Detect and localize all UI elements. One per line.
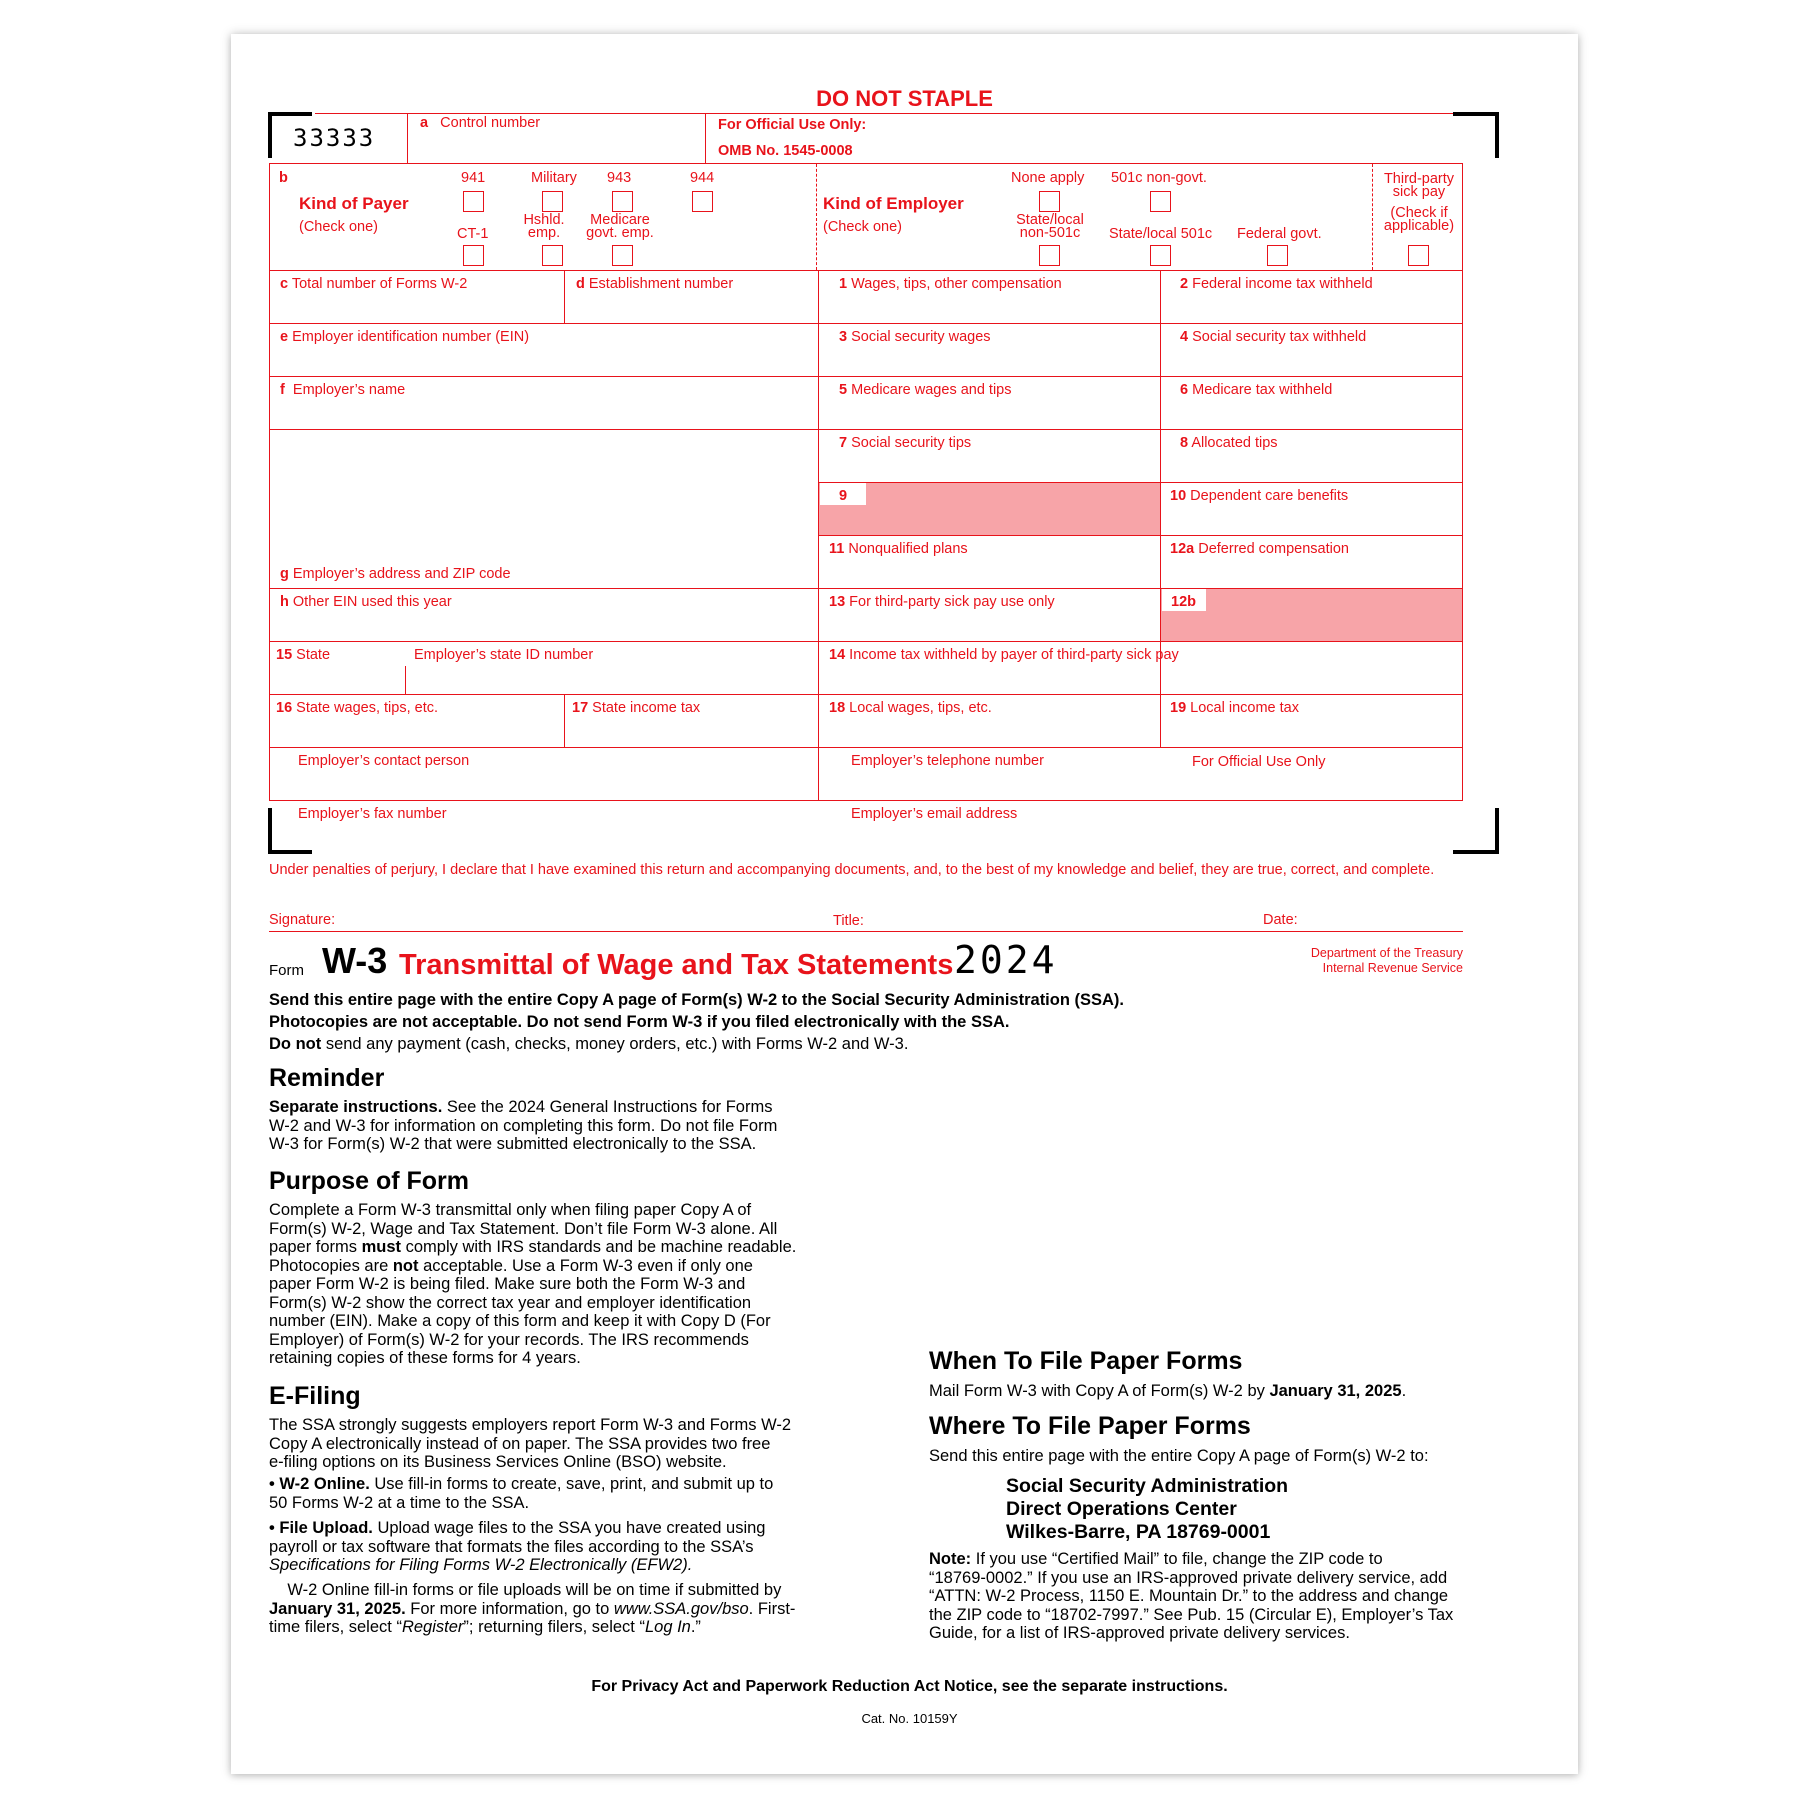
box-9-shade <box>819 483 1160 535</box>
employer-none-checkbox[interactable] <box>1039 191 1060 212</box>
kind-of-employer-title: Kind of Employer <box>823 194 964 213</box>
payer-941-checkbox[interactable] <box>463 191 484 212</box>
box-c-label: c Total number of Forms W-2 <box>280 276 468 292</box>
control-number-label: a Control number <box>420 115 541 131</box>
third-party-sick-pay-label: Third-party sick pay <box>1383 171 1455 200</box>
where-note: Note: If you use “Certified Mail” to file, change the ZIP code to “18769-0002.” If you use an IRS-approved private delivery service, add “ATTN: W-2 Process, 1150 E. Mountain Dr.” to the address and change the ZIP code to “18702-7997.” See Pub. 15 (Circular E), Employer’s Tax Guide, for a list of IRS-approved private delivery services. <box>929 1550 1454 1642</box>
corner-mark-br <box>1453 808 1499 854</box>
signature-label: Signature: <box>269 912 336 928</box>
fax-number-label: Employer’s fax number <box>298 806 447 822</box>
employer-state-local-checkbox[interactable] <box>1039 245 1060 266</box>
send-line-3: Do not send any payment (cash, checks, money orders, etc.) with Forms W-2 and W-3. <box>269 1035 909 1053</box>
box-12b-label: 12b <box>1171 594 1196 610</box>
payer-ct1-label: CT-1 <box>457 226 489 242</box>
box-d-label: d Establishment number <box>576 276 734 292</box>
date-label: Date: <box>1263 912 1298 928</box>
omb-number: OMB No. 1545-0008 <box>718 143 853 159</box>
box-15-state-id-label: Employer’s state ID number <box>414 647 594 663</box>
form-code: 33333 <box>293 124 376 152</box>
efiling-w2-online: • W-2 Online. Use fill-in forms to create, save, print, and submit up to 50 Forms W-2 at a time to the SSA. <box>269 1475 774 1512</box>
payer-letter: b <box>279 170 288 186</box>
box-14-label: 14 Income tax withheld by payer of third-party sick pay <box>829 647 1179 663</box>
employer-state-local-label: State/local non-501c <box>1016 212 1084 241</box>
when-text: Mail Form W-3 with Copy A of Form(s) W-2 by January 31, 2025. <box>929 1382 1407 1400</box>
box-11-label: 11 Nonqualified plans <box>829 541 968 557</box>
payer-medicare-label: Medicare govt. emp. <box>586 212 654 241</box>
box-7-label: 7 Social security tips <box>839 435 972 451</box>
send-line-2: Photocopies are not acceptable. Do not send Form W-3 if you filed electronically with the SSA. <box>269 1013 1010 1031</box>
box-1-label: 1 Wages, tips, other compensation <box>839 276 1062 292</box>
third-party-sick-pay-checkbox[interactable] <box>1408 245 1429 266</box>
privacy-notice: For Privacy Act and Paperwork Reduction Act Notice, see the separate instructions. <box>591 1678 1228 1695</box>
box-6-label: 6 Medicare tax withheld <box>1180 382 1333 398</box>
form-name: W-3 <box>322 940 388 981</box>
payer-944-checkbox[interactable] <box>692 191 713 212</box>
box-h-label: h Other EIN used this year <box>280 594 452 610</box>
efiling-deadline: W-2 Online fill-in forms or file uploads will be on time if submitted by January 31, 2025. For more information, go to www.SSA.gov/bso. First- time filers, select “Register”; returning filers, select “Log In.” <box>269 1581 796 1636</box>
payer-ct1-checkbox[interactable] <box>463 245 484 266</box>
corner-mark-tr <box>1453 112 1499 158</box>
employer-501c-checkbox[interactable] <box>1150 191 1171 212</box>
employer-state-local-501c-checkbox[interactable] <box>1150 245 1171 266</box>
form-word: Form <box>269 962 304 979</box>
box-3-label: 3 Social security wages <box>839 329 991 345</box>
kind-of-employer-subtitle: (Check one) <box>823 219 902 235</box>
box-g-label: g Employer’s address and ZIP code <box>280 566 511 582</box>
contact-person-label: Employer’s contact person <box>298 753 470 769</box>
box-f-label: f Employer’s name <box>280 382 406 398</box>
reminder-text: Separate instructions. See the 2024 General Instructions for Forms W-2 and W-3 for information on completing this form. Do not file Form W-3 for Form(s) W-2 that were submitted electronically to the SSA. <box>269 1098 778 1153</box>
where-text: Send this entire page with the entire Copy A page of Form(s) W-2 to: <box>929 1447 1429 1465</box>
box-17-label: 17 State income tax <box>572 700 701 716</box>
efiling-heading: E-Filing <box>269 1382 361 1410</box>
box-12b-shade <box>1161 589 1462 641</box>
email-label: Employer’s email address <box>851 806 1018 822</box>
employer-state-local-501c-label: State/local 501c <box>1109 226 1213 242</box>
employer-501c-label: 501c non-govt. <box>1111 170 1207 186</box>
telephone-label: Employer’s telephone number <box>851 753 1044 769</box>
box-5-label: 5 Medicare wages and tips <box>839 382 1012 398</box>
official-use-label: For Official Use Only: <box>718 117 867 133</box>
do-not-staple: DO NOT STAPLE <box>816 86 993 111</box>
kind-of-payer-title: Kind of Payer <box>299 194 409 213</box>
w3-form-page <box>231 34 1578 1774</box>
payer-943-checkbox[interactable] <box>612 191 633 212</box>
form-title: Transmittal of Wage and Tax Statements <box>399 949 954 981</box>
purpose-text: Complete a Form W-3 transmittal only when filing paper Copy A of Form(s) W-2, Wage and Tax Statement. Don’t file Form W-3 alone. All paper forms must comply with IRS standards and be machine readable. Photocopies are not acceptable. Use a Form W-3 even if only one paper Form W-2 is being filed. Make sure both the Form W-3 and Form(s) W-2 show the correct tax year and employer identification number (EIN). Make a copy of this form and keep it with Copy D (For Employer) of Form(s) W-2 for your records. The IRS recommends retaining copies of these forms for 4 years. <box>269 1201 797 1367</box>
box-2-label: 2 Federal income tax withheld <box>1180 276 1373 292</box>
efiling-file-upload: • File Upload. Upload wage files to the SSA you have created using payroll or tax software that formats the files according to the SSA’s Specifications for Filing Forms W-2 Electronically (EFW2). <box>269 1519 766 1574</box>
purpose-heading: Purpose of Form <box>269 1167 470 1195</box>
dept-treasury: Department of the Treasury Internal Revenue Service <box>1310 946 1463 975</box>
payer-943-label: 943 <box>607 170 632 186</box>
title-label: Title: <box>833 913 864 929</box>
payer-medicare-checkbox[interactable] <box>612 245 633 266</box>
perjury-statement: Under penalties of perjury, I declare that I have examined this return and accompanying documents, and, to the best of my knowledge and belief, they are true, correct, and complete. <box>269 862 1435 878</box>
box-19-label: 19 Local income tax <box>1170 700 1299 716</box>
where-heading: Where To File Paper Forms <box>929 1412 1251 1440</box>
employer-federal-checkbox[interactable] <box>1267 245 1288 266</box>
ssa-address: Social Security Administration Direct Operations Center Wilkes-Barre, PA 18769-0001 <box>1006 1475 1289 1543</box>
send-line-1: Send this entire page with the entire Copy A page of Form(s) W-2 to the Social Security Administration (SSA). <box>269 991 1125 1009</box>
payer-hshld-label: Hshld. emp. <box>523 212 565 241</box>
payer-hshld-checkbox[interactable] <box>542 245 563 266</box>
employer-none-label: None apply <box>1011 170 1085 186</box>
payer-944-label: 944 <box>690 170 715 186</box>
box-10-label: 10 Dependent care benefits <box>1170 488 1349 504</box>
payer-941-label: 941 <box>461 170 486 186</box>
third-party-check-note: (Check if applicable) <box>1383 205 1455 234</box>
box-18-label: 18 Local wages, tips, etc. <box>829 700 992 716</box>
box-12a-label: 12a Deferred compensation <box>1170 541 1349 557</box>
form-year: 2024 <box>954 938 1058 982</box>
box-16-label: 16 State wages, tips, etc. <box>276 700 439 716</box>
box-e-label: e Employer identification number (EIN) <box>280 329 530 345</box>
official-use-only-label: For Official Use Only <box>1192 754 1326 770</box>
catalog-number: Cat. No. 10159Y <box>861 1711 958 1726</box>
payer-military-checkbox[interactable] <box>542 191 563 212</box>
reminder-heading: Reminder <box>269 1064 385 1092</box>
box-8-label: 8 Allocated tips <box>1180 435 1278 451</box>
when-heading: When To File Paper Forms <box>929 1347 1243 1375</box>
kind-of-payer-subtitle: (Check one) <box>299 219 378 235</box>
box-9-label: 9 <box>839 488 848 504</box>
box-4-label: 4 Social security tax withheld <box>1180 329 1367 345</box>
employer-federal-label: Federal govt. <box>1237 226 1322 242</box>
efiling-intro: The SSA strongly suggests employers report Form W-3 and Forms W-2 Copy A electronically instead of on paper. The SSA provides two free e-filing options on its Business Services Online (BSO) website. <box>269 1416 792 1471</box>
payer-military-label: Military <box>531 170 577 186</box>
box-13-label: 13 For third-party sick pay use only <box>829 594 1055 610</box>
box-15-label: 15 State <box>276 647 331 663</box>
